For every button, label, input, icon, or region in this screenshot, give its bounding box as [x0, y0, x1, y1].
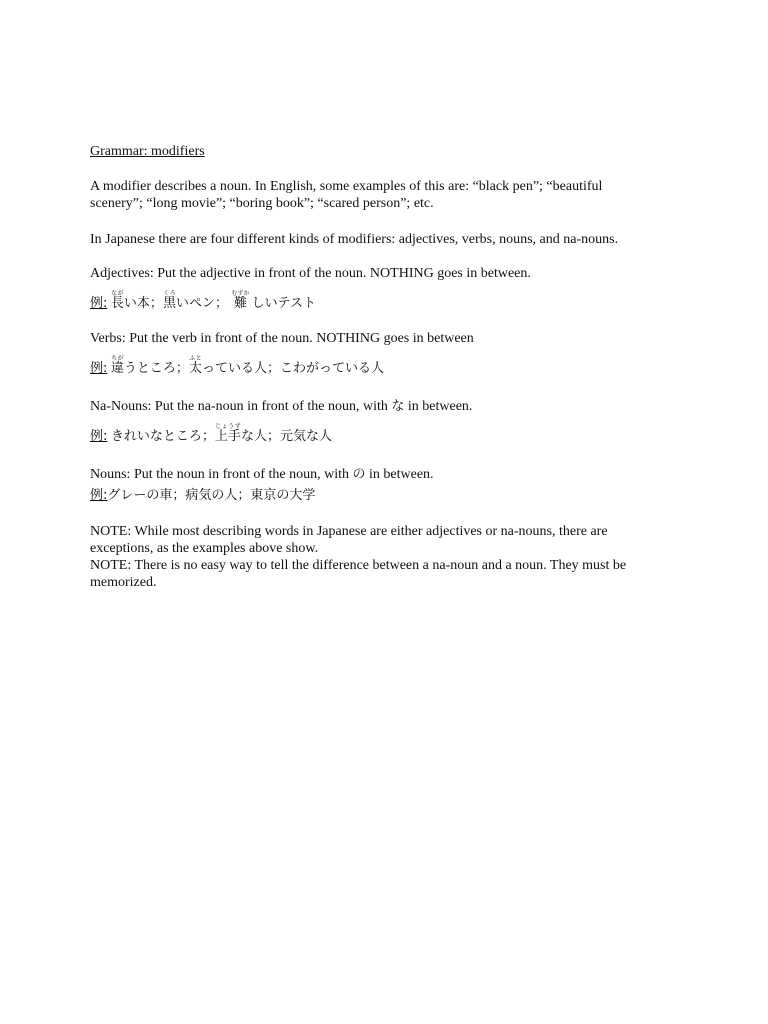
na-noun-example-pretty-place: きれいなところ [110, 429, 202, 444]
four-kinds-paragraph: In Japanese there are four different kinds of modifiers: adjectives, verbs, nouns, and na-nouns. [90, 232, 619, 247]
na-nouns-examples [90, 423, 332, 445]
intro-line-2: scenery”; “long movie”; “boring book”; “scared person”; etc. [90, 196, 434, 211]
verb-example-scared-person: こわがっている人 [279, 361, 384, 376]
adjectives-rule: Adjectives: Put the adjective in front of the noun. NOTHING goes in between. [90, 266, 531, 281]
adjectives-examples [90, 290, 316, 312]
separator: ； [214, 296, 228, 311]
na-particle: な [391, 399, 405, 414]
separator: ； [175, 361, 189, 376]
verbs-rule: Verbs: Put the verb in front of the noun. NOTHING goes in between [90, 331, 474, 346]
intro-line-1: A modifier describes a noun. In English, some examples of this are: “black pen”; “beautiful [90, 179, 603, 194]
separator: ； [266, 361, 280, 376]
separator: ； [266, 429, 280, 444]
verbs-examples [90, 355, 384, 377]
note-1-line-2: exceptions, as the examples above show. [90, 541, 319, 556]
noun-examples-text: グレーの車；病気の人；東京の大学 [107, 488, 316, 503]
nouns-rule: Nouns: Put the noun in front of the noun, with の in between. [90, 467, 434, 482]
note-2-line-2: memorized. [90, 575, 157, 590]
separator: ； [149, 296, 163, 311]
example-label: 例: [90, 488, 108, 503]
no-particle: の [352, 467, 366, 482]
adjective-example-long-book: 長ながい本 [110, 290, 150, 311]
example-label: 例: [90, 361, 108, 376]
nouns-examples [90, 487, 315, 504]
adjective-example-difficult-test: 難むずか しいテスト [231, 290, 317, 311]
verb-example-different-place: 違ちがうところ [110, 355, 176, 376]
note-1-line-1: NOTE: While most describing words in Japanese are either adjectives or na-nouns, there are [90, 524, 608, 539]
note-2-line-1: NOTE: There is no easy way to tell the difference between a na-noun and a noun. They must be [90, 558, 627, 573]
verb-example-fat-person: 太ふとっている人 [188, 355, 267, 376]
na-noun-example-healthy-person: 元気な人 [279, 429, 332, 444]
page-title: Grammar: modifiers [90, 144, 205, 159]
na-noun-example-skilled-person: 上手じょうずな人 [214, 423, 267, 444]
example-label: 例: [90, 429, 108, 444]
adjective-example-black-pen: 黒くろいペン [162, 290, 215, 311]
na-nouns-rule: Na-Nouns: Put the na-noun in front of the noun, with な in between. [90, 399, 473, 414]
separator: ； [201, 429, 215, 444]
example-label: 例: [90, 296, 108, 311]
